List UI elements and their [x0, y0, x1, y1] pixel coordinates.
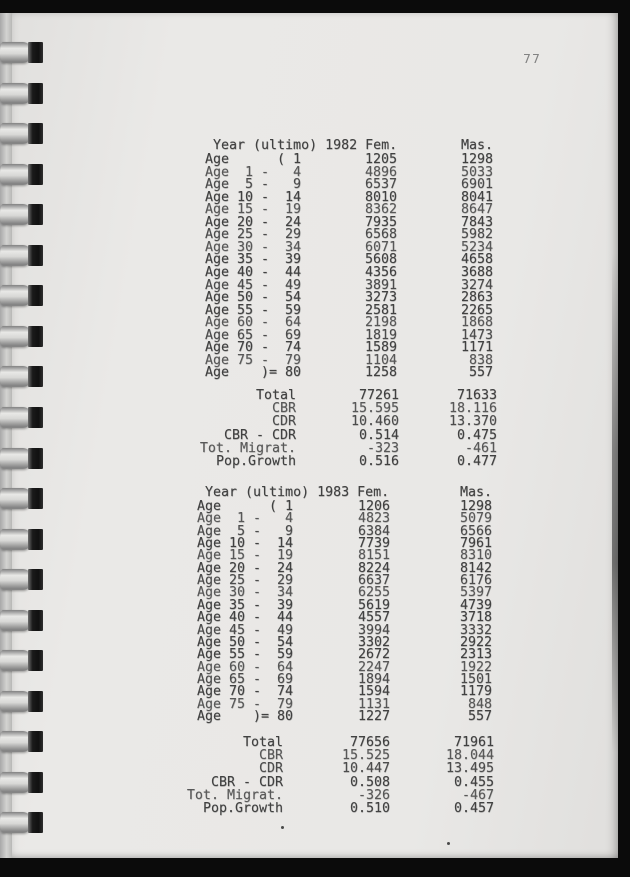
fem-value: 6568 — [364, 227, 397, 243]
punch-hole — [28, 569, 43, 590]
table-row — [205, 389, 497, 402]
row-label: Age 15 - 19 — [197, 548, 294, 564]
binding-comb — [0, 245, 44, 266]
fem-value: 7739 — [357, 536, 390, 552]
fem-value: 4356 — [364, 264, 397, 280]
mas-value: 13.495 — [445, 761, 494, 777]
punch-hole — [28, 772, 43, 793]
row-label: Age 60 - 64 — [197, 659, 294, 675]
row-label: Age 20 - 24 — [205, 214, 302, 230]
row-label: Age 75 - 79 — [197, 696, 294, 712]
mas-value: 3274 — [460, 277, 493, 293]
mas-value: 5079 — [459, 511, 492, 527]
mas-value: 3332 — [459, 622, 492, 638]
punch-hole — [28, 42, 43, 63]
row-label: Pop.Growth — [202, 801, 283, 816]
binding-comb — [0, 691, 44, 712]
row-label: Pop.Growth — [215, 454, 296, 469]
row-label: Age ( 1 — [205, 152, 302, 167]
table-1983-header — [197, 486, 492, 499]
fem-value: 3302 — [357, 634, 390, 650]
mas-value: 18.116 — [448, 401, 497, 417]
row-label: CBR — [271, 401, 296, 417]
mas-value: 8310 — [459, 548, 492, 564]
row-label: Age 30 - 34 — [197, 585, 294, 601]
fem-value: 1131 — [357, 696, 390, 712]
punch-hole — [28, 285, 43, 306]
binding-comb — [0, 448, 44, 469]
mas-value: 0.475 — [456, 427, 497, 443]
fem-value: 3994 — [357, 622, 390, 638]
page-number: 77 — [523, 51, 541, 66]
mas-value: 1501 — [459, 671, 492, 687]
mas-value: 6901 — [460, 177, 493, 193]
table-1982-age-rows — [205, 153, 493, 379]
row-label: Age 35 - 39 — [205, 252, 302, 268]
table-row — [205, 455, 497, 468]
fem-value: 6071 — [364, 239, 397, 255]
mas-value: 4739 — [459, 597, 492, 613]
row-label: CBR - CDR — [223, 427, 296, 443]
mas-value: 1179 — [459, 684, 492, 700]
mas-value: 1473 — [460, 327, 493, 343]
fem-value: 1258 — [364, 365, 397, 381]
table-row — [197, 776, 494, 789]
row-label: Age 55 - 59 — [205, 302, 302, 318]
fem-value: 0.516 — [358, 454, 399, 469]
punch-hole — [28, 366, 43, 387]
table-1982-title: Year (ultimo) 1982 Fem. — [205, 138, 398, 153]
row-label: Age 25 - 29 — [197, 573, 294, 589]
punch-hole — [28, 123, 43, 144]
table-row — [186, 787, 494, 803]
binding-comb — [0, 529, 44, 550]
table-row — [199, 440, 497, 456]
fem-value: 3891 — [364, 277, 397, 293]
row-label: Age 60 - 64 — [205, 315, 302, 331]
mas-value: 8041 — [460, 189, 493, 205]
row-label: Age 65 - 69 — [205, 327, 302, 343]
fem-value: 6637 — [357, 573, 390, 589]
row-label: Total — [242, 735, 283, 750]
punch-hole — [28, 610, 43, 631]
binding-comb — [0, 650, 44, 671]
row-label: Age 40 - 44 — [197, 610, 294, 626]
binding-comb — [0, 569, 44, 590]
mas-value: 4658 — [460, 252, 493, 268]
mas-value: 2265 — [460, 302, 493, 318]
table-row — [197, 710, 492, 723]
fem-value: 1594 — [357, 684, 390, 700]
binding-comb — [0, 326, 44, 347]
punch-hole — [28, 245, 43, 266]
row-label: Age 10 - 14 — [197, 536, 294, 552]
fem-value: 5619 — [357, 597, 390, 613]
table-row — [205, 366, 493, 379]
table-1982-header — [205, 139, 493, 152]
table-row — [197, 762, 494, 775]
fem-value: 5608 — [364, 252, 397, 268]
fem-value: 4823 — [357, 511, 390, 527]
fem-value: -326 — [357, 787, 390, 803]
binding-comb — [0, 731, 44, 752]
table-1983-age-rows — [197, 500, 492, 724]
mas-value: 5982 — [460, 227, 493, 243]
mas-value: 2922 — [459, 634, 492, 650]
fem-value: 6384 — [357, 523, 390, 539]
ink-speck — [281, 826, 284, 829]
binding-comb — [0, 488, 44, 509]
punch-hole — [28, 691, 43, 712]
binding-comb — [0, 123, 44, 144]
mas-value: 3688 — [460, 264, 493, 280]
mas-value: 1868 — [460, 315, 493, 331]
punch-hole — [28, 448, 43, 469]
punch-hole — [28, 731, 43, 752]
fem-value: 10.447 — [341, 761, 390, 777]
binding-comb — [0, 42, 44, 63]
fem-value: 8224 — [357, 560, 390, 576]
fem-value: 77261 — [358, 388, 399, 403]
mas-value: 0.455 — [453, 774, 494, 790]
row-label: Age 25 - 29 — [205, 227, 302, 243]
table-1982-summary-rows — [199, 388, 497, 469]
punch-hole — [28, 407, 43, 428]
document-page — [11, 13, 618, 858]
mas-value: 5397 — [459, 585, 492, 601]
mas-value: 71961 — [453, 735, 494, 750]
row-label: Age 75 - 79 — [205, 352, 302, 368]
row-label: Tot. Migrat. — [186, 787, 283, 803]
mas-value: 5234 — [460, 239, 493, 255]
mas-value: 557 — [467, 708, 492, 724]
row-label: CBR — [258, 748, 283, 764]
mas-value: 1298 — [459, 499, 492, 514]
row-label: Age 35 - 39 — [197, 597, 294, 613]
row-label: Age ( 1 — [197, 499, 294, 514]
fem-value: 10.460 — [350, 414, 399, 430]
row-label: Age 5 - 9 — [205, 177, 302, 193]
row-label: Tot. Migrat. — [199, 440, 296, 456]
mas-value: 2863 — [460, 290, 493, 306]
fem-value: 2198 — [364, 315, 397, 331]
row-label: CBR - CDR — [210, 774, 283, 790]
mas-value: 848 — [467, 696, 492, 712]
mas-value: 7961 — [459, 536, 492, 552]
fem-value: 1819 — [364, 327, 397, 343]
fem-value: 77656 — [349, 735, 390, 750]
punch-hole — [28, 488, 43, 509]
fem-value: 6537 — [364, 177, 397, 193]
table-row — [205, 429, 497, 442]
punch-hole — [28, 529, 43, 550]
mas-value: 1922 — [459, 659, 492, 675]
punch-hole — [28, 326, 43, 347]
mas-value: 13.370 — [448, 414, 497, 430]
fem-value: 1104 — [364, 352, 397, 368]
table-row — [197, 802, 494, 815]
row-label: CDR — [271, 414, 296, 430]
punch-hole — [28, 83, 43, 104]
table-row — [197, 736, 494, 749]
row-label: CDR — [258, 761, 283, 777]
table-1983-mas-header: Mas. — [459, 485, 492, 500]
table-1982-mas-header: Mas. — [460, 138, 493, 153]
binding-comb — [0, 164, 44, 185]
fem-value: 0.514 — [358, 427, 399, 443]
row-label: Age 70 - 74 — [197, 684, 294, 700]
binding-comb — [0, 772, 44, 793]
fem-value: 2672 — [357, 647, 390, 663]
table-row — [205, 402, 497, 415]
table-1983-summary-rows — [186, 735, 494, 816]
fem-value: 2247 — [357, 659, 390, 675]
mas-value: 1298 — [460, 152, 493, 167]
binding-comb — [0, 285, 44, 306]
mas-value: 18.044 — [445, 748, 494, 764]
mas-value: 8647 — [460, 202, 493, 218]
fem-value: 7935 — [364, 214, 397, 230]
fem-value: 6255 — [357, 585, 390, 601]
fem-value: 1205 — [364, 152, 397, 167]
fem-value: 8010 — [364, 189, 397, 205]
row-label: Age 55 - 59 — [197, 647, 294, 663]
page-edge-shadow — [612, 253, 618, 753]
fem-value: 2581 — [364, 302, 397, 318]
row-label: Age 65 - 69 — [197, 671, 294, 687]
punch-hole — [28, 812, 43, 833]
row-label: Age 50 - 54 — [197, 634, 294, 650]
mas-value: 8142 — [459, 560, 492, 576]
mas-value: 3718 — [459, 610, 492, 626]
row-label: Age 1 - 4 — [205, 164, 302, 180]
row-label: Age 45 - 49 — [197, 622, 294, 638]
fem-value: 15.595 — [350, 401, 399, 417]
mas-value: 5033 — [460, 164, 493, 180]
ink-speck — [447, 842, 450, 845]
mas-value: 838 — [468, 352, 493, 368]
table-row — [197, 749, 494, 762]
row-label: Age 15 - 19 — [205, 202, 302, 218]
row-label: Age )= 80 — [197, 708, 294, 724]
punch-hole — [28, 164, 43, 185]
row-label: Age 50 - 54 — [205, 290, 302, 306]
fem-value: 1589 — [364, 340, 397, 356]
fem-value: 0.508 — [349, 774, 390, 790]
binding-comb — [0, 366, 44, 387]
mas-value: 557 — [468, 365, 493, 381]
row-label: Age 20 - 24 — [197, 560, 294, 576]
mas-value: 1171 — [460, 340, 493, 356]
fem-value: -323 — [366, 440, 399, 456]
row-label: Age 70 - 74 — [205, 340, 302, 356]
mas-value: 0.477 — [456, 454, 497, 469]
binding-comb — [0, 83, 44, 104]
binding-comb — [0, 204, 44, 225]
table-1983-title: Year (ultimo) 1983 Fem. — [197, 485, 390, 500]
mas-value: 2313 — [459, 647, 492, 663]
fem-value: 0.510 — [349, 801, 390, 816]
fem-value: 8151 — [357, 548, 390, 564]
mas-value: 6566 — [459, 523, 492, 539]
fem-value: 1206 — [357, 499, 390, 514]
fem-value: 1894 — [357, 671, 390, 687]
table-row — [205, 415, 497, 428]
fem-value: 4896 — [364, 164, 397, 180]
fem-value: 1227 — [357, 708, 390, 724]
fem-value: 8362 — [364, 202, 397, 218]
mas-value: 0.457 — [453, 801, 494, 816]
row-label: Total — [255, 388, 296, 403]
row-label: Age )= 80 — [205, 365, 302, 381]
mas-value: 71633 — [456, 388, 497, 403]
punch-hole — [28, 204, 43, 225]
binding-comb — [0, 407, 44, 428]
binding-comb — [0, 610, 44, 631]
row-label: Age 10 - 14 — [205, 189, 302, 205]
table-row — [205, 266, 493, 279]
row-label: Age 1 - 4 — [197, 511, 294, 527]
row-label: Age 40 - 44 — [205, 264, 302, 280]
row-label: Age 30 - 34 — [205, 239, 302, 255]
fem-value: 3273 — [364, 290, 397, 306]
mas-value: 6176 — [459, 573, 492, 589]
binding-comb — [0, 812, 44, 833]
mas-value: 7843 — [460, 214, 493, 230]
row-label: Age 45 - 49 — [205, 277, 302, 293]
punch-hole — [28, 650, 43, 671]
row-label: Age 5 - 9 — [197, 523, 294, 539]
mas-value: -461 — [464, 440, 497, 456]
mas-value: -467 — [461, 787, 494, 803]
fem-value: 15.525 — [341, 748, 390, 764]
fem-value: 4557 — [357, 610, 390, 626]
